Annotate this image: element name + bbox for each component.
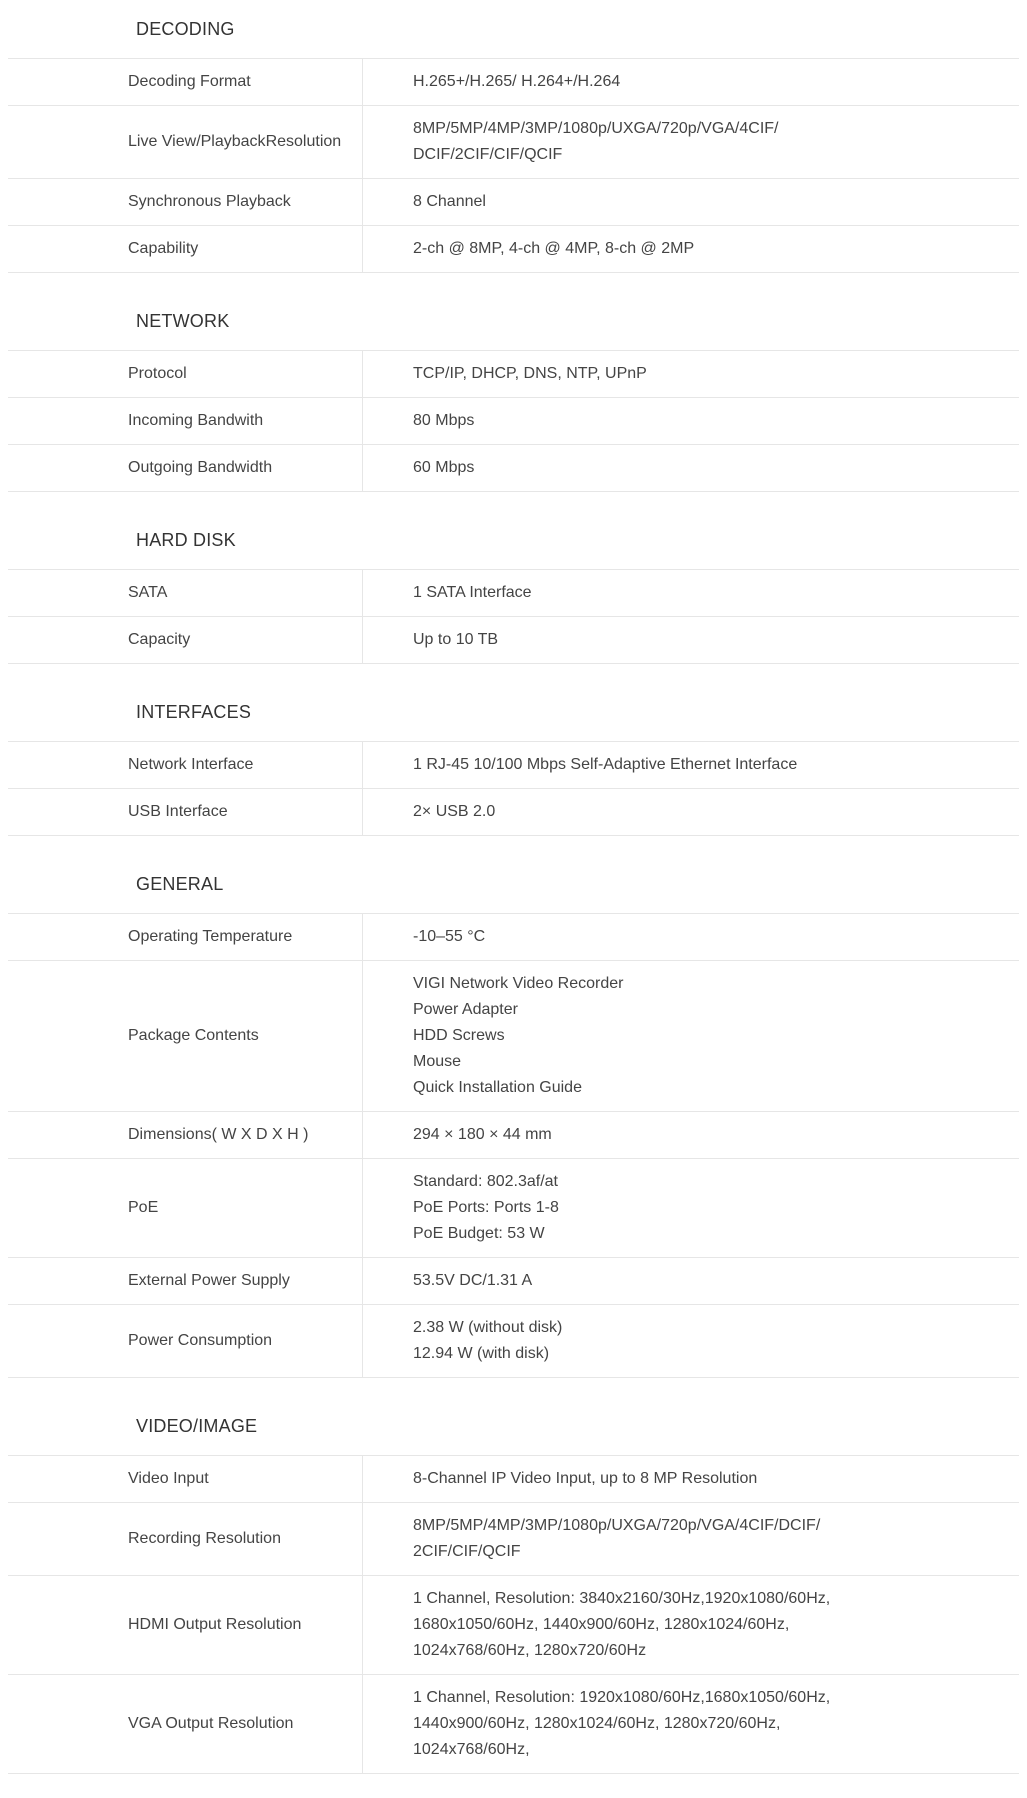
section-title: GENERAL	[8, 855, 1019, 914]
spec-row	[8, 106, 1019, 179]
spec-value	[363, 1305, 1019, 1377]
spec-value-line: H.265+/H.265/ H.264+/H.264	[413, 73, 621, 90]
spec-value	[363, 570, 1019, 616]
section-title: INTERFACES	[8, 683, 1019, 742]
spec-value-line: Power Adapter	[413, 1001, 518, 1018]
spec-label: USB Interface	[8, 789, 363, 835]
spec-label: VGA Output Resolution	[8, 1675, 363, 1773]
spec-value-line: 294 × 180 × 44 mm	[413, 1126, 552, 1143]
spec-label: Protocol	[8, 351, 363, 397]
spec-value-line: VIGI Network Video Recorder	[413, 975, 624, 992]
spec-value-line: 2-ch @ 8MP, 4-ch @ 4MP, 8-ch @ 2MP	[413, 240, 695, 257]
spec-label: Video Input	[8, 1456, 363, 1502]
spec-value-line: 2CIF/CIF/QCIF	[413, 1543, 521, 1560]
spec-row	[8, 226, 1019, 273]
spec-value-line: 2.38 W (without disk)	[413, 1319, 563, 1336]
spec-row	[8, 1456, 1019, 1503]
spec-value-line: 1024x768/60Hz, 1280x720/60Hz	[413, 1642, 647, 1659]
spec-value-line: Up to 10 TB	[413, 631, 499, 648]
spec-value	[363, 351, 1019, 397]
spec-row	[8, 961, 1019, 1112]
spec-value-line: 2× USB 2.0	[413, 803, 496, 820]
spec-row	[8, 398, 1019, 445]
spec-value-line: 1024x768/60Hz,	[413, 1741, 530, 1758]
spec-value-line: 8 Channel	[413, 193, 486, 210]
spec-label: Decoding Format	[8, 59, 363, 105]
spec-row	[8, 1576, 1019, 1675]
spec-value	[363, 59, 1019, 105]
spec-row	[8, 570, 1019, 617]
spec-value	[363, 961, 1019, 1111]
spec-value-line: PoE Budget: 53 W	[413, 1225, 545, 1242]
spec-value	[363, 789, 1019, 835]
spec-value-line: PoE Ports: Ports 1-8	[413, 1199, 559, 1216]
spec-row	[8, 179, 1019, 226]
spec-label: Capability	[8, 226, 363, 272]
section-title: NETWORK	[8, 292, 1019, 351]
spec-row	[8, 59, 1019, 106]
section-spacer	[0, 836, 1027, 855]
section-title: HARD DISK	[8, 511, 1019, 570]
spec-value	[363, 1258, 1019, 1304]
spec-value-line: DCIF/2CIF/CIF/QCIF	[413, 146, 563, 163]
spec-value-line: Mouse	[413, 1053, 462, 1070]
section-spacer	[0, 273, 1027, 292]
spec-value-line: 1440x900/60Hz, 1280x1024/60Hz, 1280x720/60Hz,	[413, 1715, 781, 1732]
spec-value	[363, 226, 1019, 272]
spec-label-line: Resolution	[265, 133, 342, 150]
spec-value	[363, 445, 1019, 491]
spec-row	[8, 742, 1019, 789]
spec-row	[8, 1503, 1019, 1576]
spec-value-line: 1 SATA Interface	[413, 584, 532, 601]
spec-value	[363, 1112, 1019, 1158]
spec-label: External Power Supply	[8, 1258, 363, 1304]
spec-value	[363, 1456, 1019, 1502]
spec-value-line: 12.94 W (with disk)	[413, 1345, 550, 1362]
spec-label	[8, 106, 363, 178]
spec-value-line: Standard: 802.3af/at	[413, 1173, 558, 1190]
spec-row	[8, 1258, 1019, 1305]
spec-value	[363, 106, 1019, 178]
spec-value	[363, 398, 1019, 444]
spec-row	[8, 1675, 1019, 1774]
spec-label: SATA	[8, 570, 363, 616]
spec-value-line: 1 RJ-45 10/100 Mbps Self-Adaptive Ethernet Interface	[413, 756, 798, 773]
section-title: DECODING	[8, 0, 1019, 59]
spec-value-line: -10–55 °C	[413, 928, 486, 945]
spec-label: Synchronous Playback	[8, 179, 363, 225]
spec-value-line: 8-Channel IP Video Input, up to 8 MP Resolution	[413, 1470, 758, 1487]
spec-label-line: Live View/Playback	[128, 133, 266, 150]
spec-value	[363, 1675, 1019, 1773]
spec-value-line: Quick Installation Guide	[413, 1079, 582, 1096]
spec-value-line: 1680x1050/60Hz, 1440x900/60Hz, 1280x1024/60Hz,	[413, 1616, 790, 1633]
spec-value-line: 1 Channel, Resolution: 3840x2160/30Hz,1920x1080/60Hz,	[413, 1590, 831, 1607]
section-title: VIDEO/IMAGE	[8, 1397, 1019, 1456]
spec-label: Incoming Bandwith	[8, 398, 363, 444]
spec-label: HDMI Output Resolution	[8, 1576, 363, 1674]
section-spacer	[0, 492, 1027, 511]
spec-label: Capacity	[8, 617, 363, 663]
spec-value-line: 53.5V DC/1.31 A	[413, 1272, 533, 1289]
spec-label: Power Consumption	[8, 1305, 363, 1377]
spec-value	[363, 1159, 1019, 1257]
spec-value	[363, 617, 1019, 663]
spec-value	[363, 1503, 1019, 1575]
spec-value-line: 80 Mbps	[413, 412, 475, 429]
spec-row	[8, 1112, 1019, 1159]
spec-value-line: 8MP/5MP/4MP/3MP/1080p/UXGA/720p/VGA/4CIF/DCIF/	[413, 1517, 821, 1534]
spec-label: PoE	[8, 1159, 363, 1257]
spec-label: Dimensions( W X D X H )	[8, 1112, 363, 1158]
spec-row	[8, 351, 1019, 398]
spec-value	[363, 914, 1019, 960]
spec-row	[8, 1159, 1019, 1258]
spec-value	[363, 742, 1019, 788]
section-spacer	[0, 664, 1027, 683]
spec-label: Recording Resolution	[8, 1503, 363, 1575]
spec-value	[363, 179, 1019, 225]
spec-value-line: TCP/IP, DHCP, DNS, NTP, UPnP	[413, 365, 647, 382]
spec-row	[8, 445, 1019, 492]
spec-value-line: 1 Channel, Resolution: 1920x1080/60Hz,1680x1050/60Hz,	[413, 1689, 831, 1706]
spec-value-line: HDD Screws	[413, 1027, 505, 1044]
spec-label: Network Interface	[8, 742, 363, 788]
spec-value	[363, 1576, 1019, 1674]
spec-label: Package Contents	[8, 961, 363, 1111]
spec-row	[8, 617, 1019, 664]
spec-value-line: 60 Mbps	[413, 459, 475, 476]
spec-label: Outgoing Bandwidth	[8, 445, 363, 491]
spec-row	[8, 789, 1019, 836]
spec-row	[8, 1305, 1019, 1378]
spec-label: Operating Temperature	[8, 914, 363, 960]
spec-row	[8, 914, 1019, 961]
section-spacer	[0, 1378, 1027, 1397]
spec-value-line: 8MP/5MP/4MP/3MP/1080p/UXGA/720p/VGA/4CIF/	[413, 120, 779, 137]
